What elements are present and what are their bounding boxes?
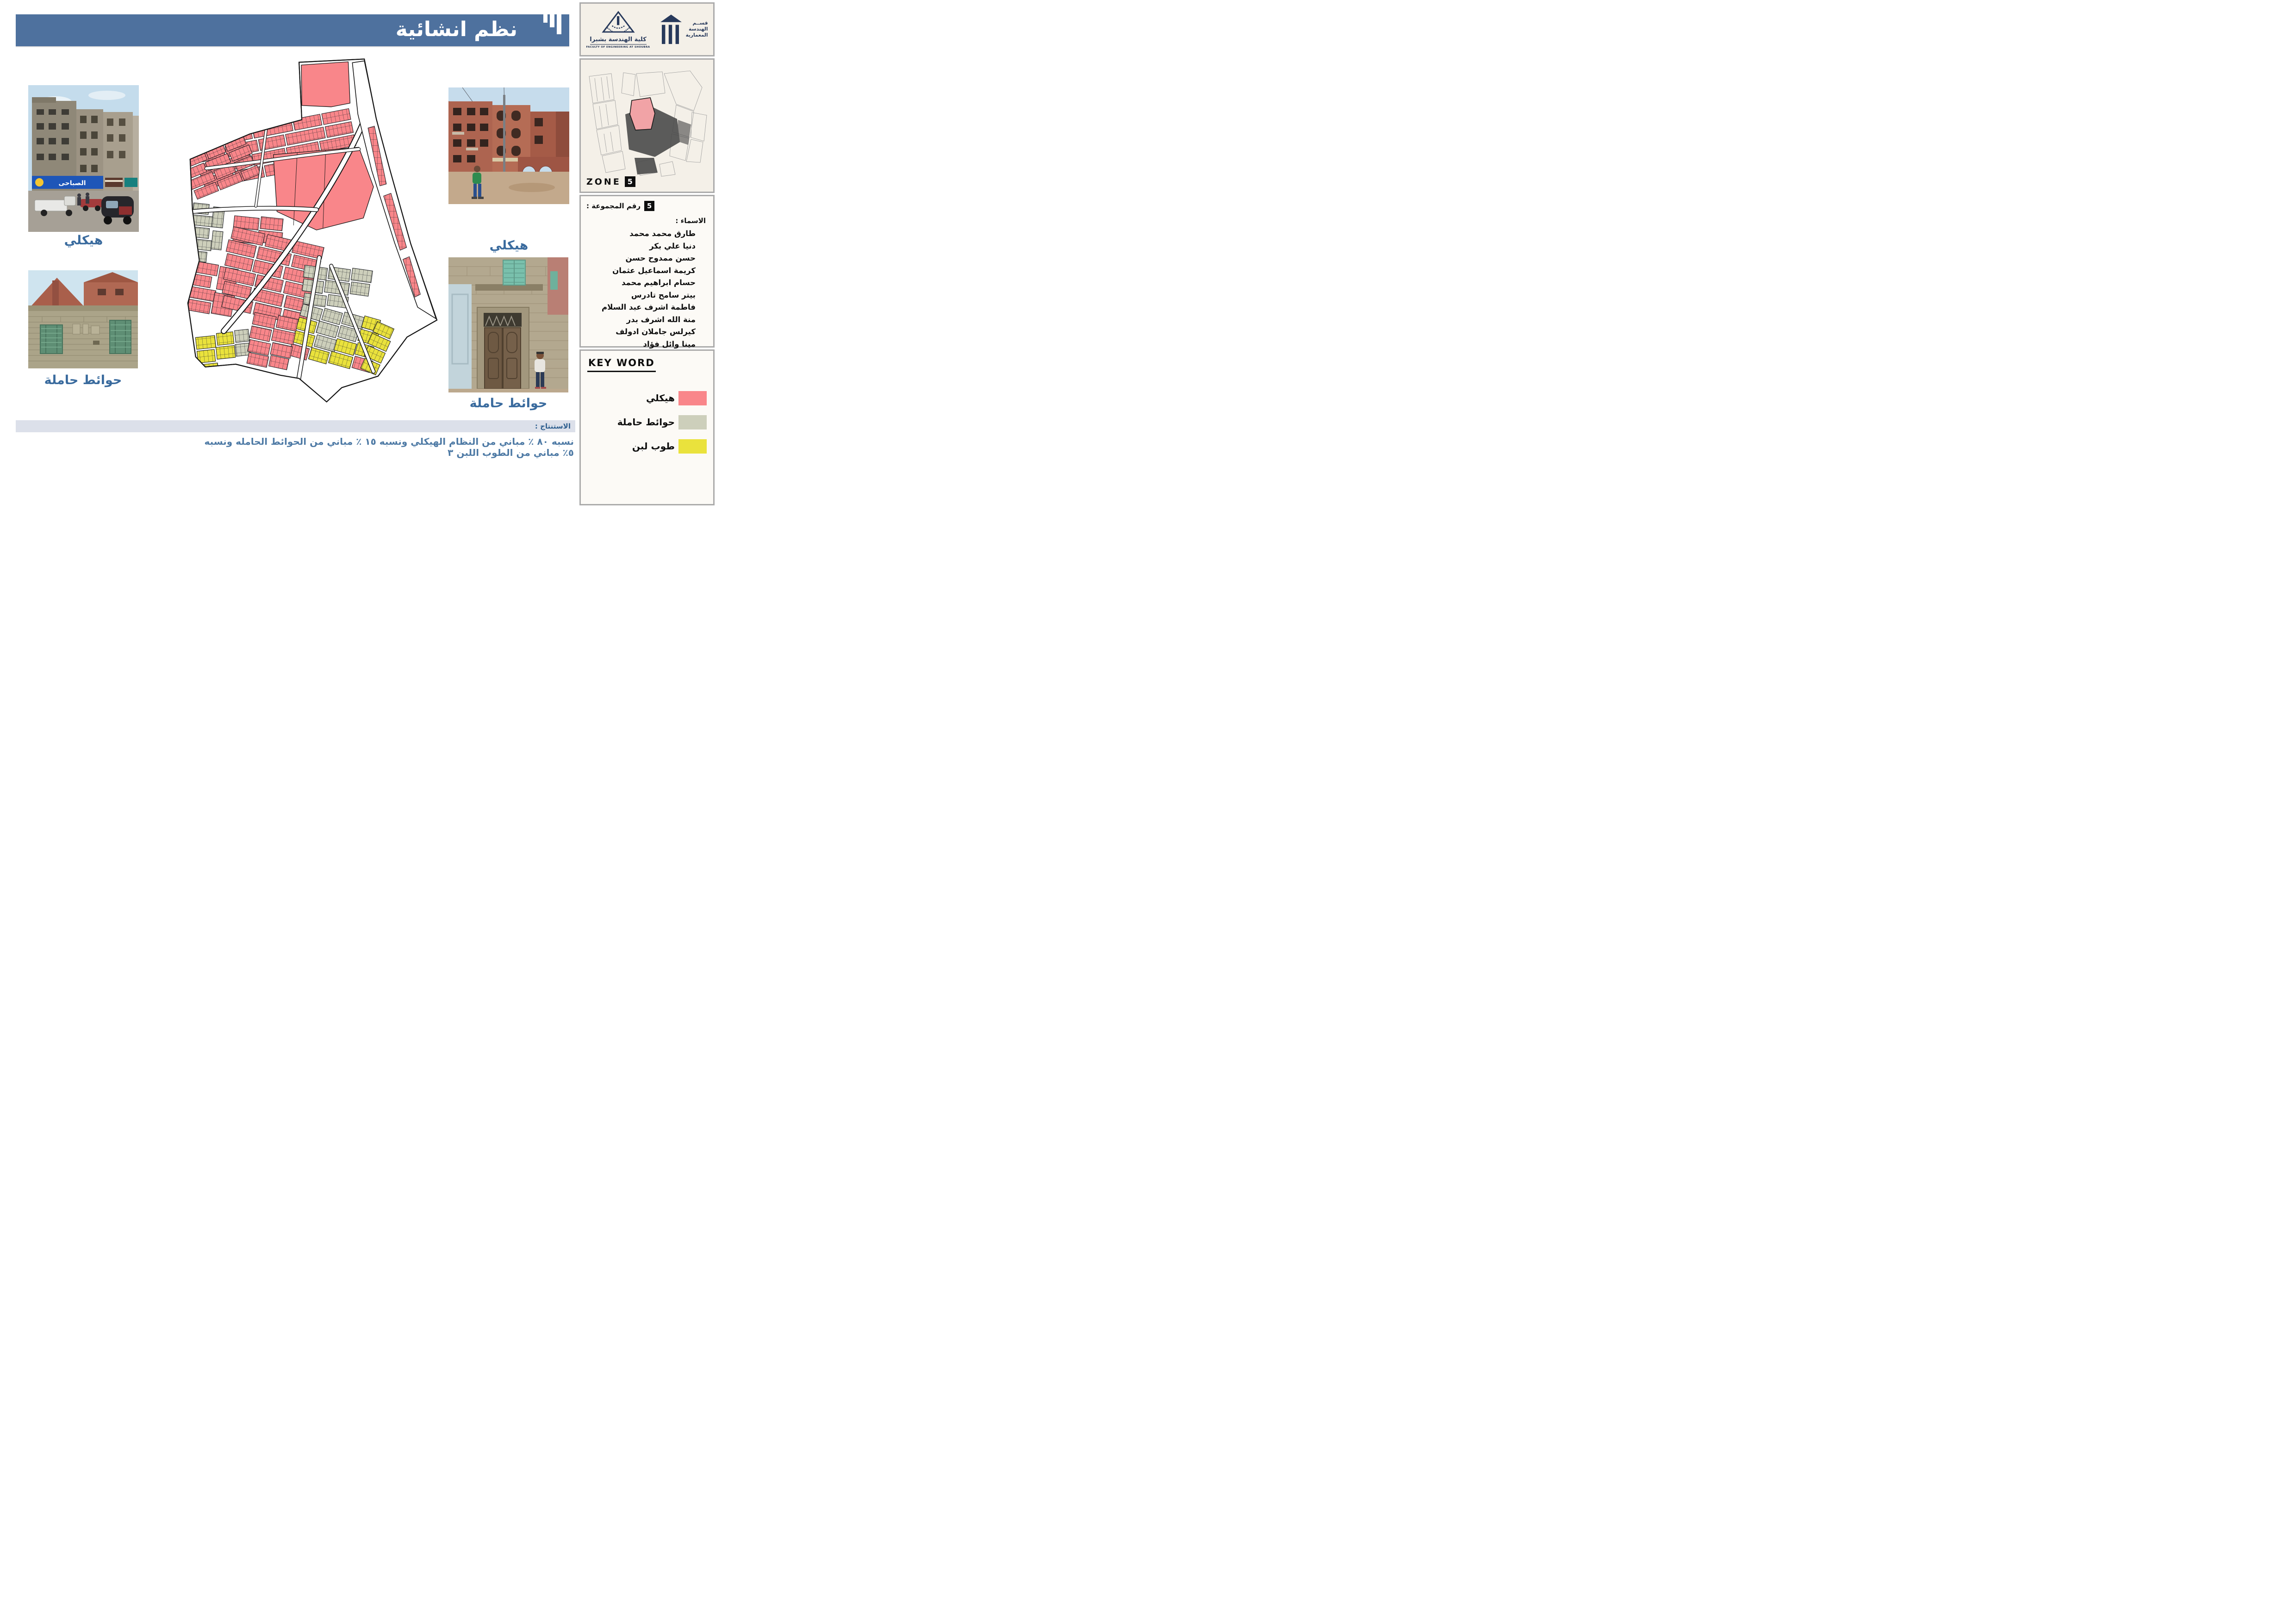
legend-swatch-yellow	[678, 439, 707, 454]
department-line3: المعمارية	[685, 32, 708, 38]
names-heading: الاسماء :	[675, 217, 706, 225]
photo-street-skeleton-right	[448, 87, 569, 204]
stone-house-illustration	[448, 257, 568, 392]
green-shutter-window	[503, 260, 525, 285]
caption-skeleton-left: هيكلي	[64, 233, 103, 248]
brick-buildings-illustration	[448, 87, 569, 204]
student-name: فاطمة اشرف عبد السلام	[602, 303, 696, 311]
logos-panel	[579, 2, 715, 56]
legend-row-mudbrick	[594, 434, 707, 458]
department-line2: الهندسة	[688, 26, 708, 32]
department-line1: قســم	[692, 20, 708, 26]
zone-map-panel	[579, 58, 715, 193]
student-name: حسام ابراهيم محمد	[621, 278, 696, 287]
group-names-panel	[579, 195, 715, 348]
legend-row-bearing-walls	[594, 410, 707, 434]
green-shuttered-window	[40, 325, 62, 354]
student-name: حسن ممدوح حسن	[625, 254, 696, 262]
student-name: بيتر سامح تادرس	[631, 290, 696, 299]
caption-bearing-wall-right: حوائط حاملة	[469, 396, 548, 411]
city-context-map	[581, 60, 713, 178]
street-scene-illustration	[28, 85, 139, 232]
faculty-name-arabic: كلية الهندسة بشبرا	[590, 36, 647, 43]
title-bar	[16, 14, 569, 46]
keyword-panel	[579, 349, 715, 505]
divider	[590, 44, 647, 45]
stone-door-portal	[477, 307, 529, 389]
department-logo	[659, 12, 708, 47]
zone-word: ZONE	[586, 176, 621, 187]
conclusion-label: الاستنتاج :	[535, 422, 571, 430]
student-name: طارق محمد محمد	[629, 229, 696, 238]
poster-board	[0, 0, 717, 507]
student-name: كيرلس جاملان ادولف	[616, 327, 696, 336]
conclusion-bar	[16, 420, 575, 432]
faculty-emblem-icon	[591, 11, 646, 35]
student-name: كريمة اسماعيل عثمان	[612, 266, 696, 275]
caption-bearing-wall-left: حوائط حاملة	[44, 373, 122, 387]
names-list	[586, 228, 708, 350]
zone-label	[586, 176, 635, 187]
faculty-name-english: FACULTY OF ENGINEERING AT SHOUBRA	[586, 45, 650, 49]
group-number-label: رقم المجموعة :	[586, 202, 641, 210]
legend-label: هيكلي	[646, 392, 675, 404]
three-bars-icon	[543, 14, 562, 37]
photo-bearing-wall-right	[448, 257, 568, 392]
zone-number-badge: 5	[625, 176, 635, 187]
legend-label: طوب لبن	[632, 441, 675, 452]
legend	[581, 386, 713, 458]
page-title: نظم انشائية	[395, 18, 517, 41]
green-shuttered-window	[110, 320, 131, 354]
photo-bearing-wall-left	[28, 270, 138, 368]
legend-label: حوائط حاملة	[617, 417, 675, 428]
legend-swatch-beige	[678, 415, 707, 429]
group-number-row	[586, 201, 708, 211]
legend-row-skeleton	[594, 386, 707, 410]
columns-icon	[659, 12, 683, 47]
student-name: مينا وائل فؤاد	[643, 339, 696, 348]
student-name: دنيا علي بكر	[649, 241, 696, 250]
structural-systems-map	[179, 48, 441, 405]
mudbrick-wall-illustration	[28, 270, 138, 368]
shop-sign-text: الصباحى	[58, 180, 86, 187]
faculty-logo	[586, 11, 650, 49]
caption-skeleton-right: هيكلي	[489, 238, 529, 253]
conclusion-text: نسبه ٨٠ ٪ مباني من النظام الهيكلي ونسبه ١٥ ٪ مباني من الحوائط الحامله ونسبه ٥٪ مباني من الطوب اللبن ٣	[204, 436, 574, 458]
photo-street-skeleton-left	[28, 85, 139, 232]
student-name: منة الله اشرف بدر	[626, 315, 696, 324]
keyword-title: KEY WORD	[587, 357, 656, 372]
group-number-badge: 5	[644, 201, 654, 211]
legend-swatch-pink	[678, 391, 707, 405]
zone5-highlight	[630, 98, 655, 130]
